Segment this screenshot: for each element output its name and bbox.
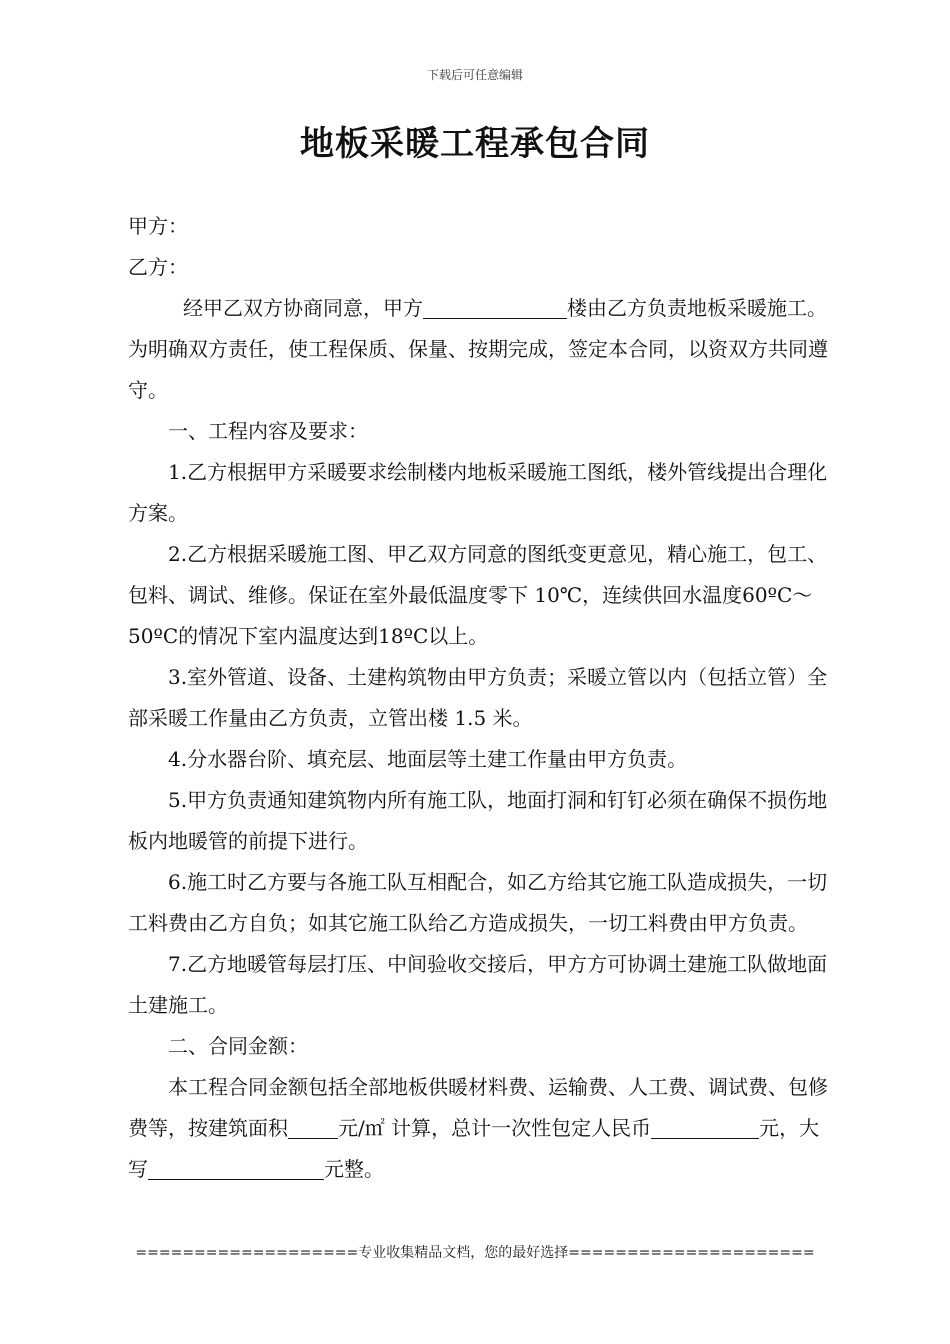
section2-text-2: 元/㎡ 计算，总计一次性包定人民币	[338, 1116, 652, 1140]
section1-item-5: 5.甲方负责通知建筑物内所有施工队，地面打洞和钉钉必须在确保不损伤地板内地暖管的前提下进行。	[128, 788, 828, 853]
section2-text-1: 本工程合同金额包括全部地板供暖材料费、运输费、人工费、调试费、包修费等，按建筑面积	[128, 1075, 828, 1140]
section1-item-6: 6.施工时乙方要与各施工队互相配合，如乙方给其它施工队造成损失，一切工料费由乙方自负；如其它施工队给乙方造成损失，一切工料费由甲方负责。	[128, 870, 828, 935]
section1-item-1: 1.乙方根据甲方采暖要求绘制楼内地板采暖施工图纸，楼外管线提出合理化方案。	[128, 460, 828, 525]
section2-text-3: 元，大写	[128, 1116, 820, 1181]
document-title: 地板采暖工程承包合同	[300, 124, 650, 164]
section1-item-4: 4.分水器台阶、填充层、地面层等土建工作量由甲方负责。	[168, 747, 688, 771]
section1-item-7: 7.乙方地暖管每层打压、中间验收交接后，甲方方可协调土建施工队做地面土建施工。	[128, 952, 828, 1017]
section2-text-4: 元整。	[324, 1157, 384, 1181]
total-amount-blank[interactable]	[651, 1116, 759, 1139]
intro-text-2: 楼由乙方负责地板采暖施工。为明确双方责任，使工程保质、保量、按期完成，签定本合同，以资双方共同遵守。	[128, 296, 828, 402]
section1-item-3: 3.室外管道、设备、土建构筑物由甲方负责；采暖立管以内（包括立管）全部采暖工作量由乙方负责，立管出楼 1.5 米。	[128, 665, 828, 730]
party-b-line: 乙方：	[128, 255, 188, 279]
intro-paragraph	[128, 288, 828, 411]
party-a-line: 甲方：	[128, 214, 188, 238]
intro-text-1: 经甲乙双方协商同意，甲方	[183, 296, 423, 320]
header-note: 下载后可任意编辑	[426, 68, 523, 82]
contract-body	[128, 206, 828, 1190]
building-name-blank[interactable]	[423, 296, 567, 319]
amount-in-words-blank[interactable]	[148, 1157, 324, 1180]
footer-note: ===================专业收集精品文档，您的最好选择=====================	[135, 1245, 815, 1261]
section1-heading: 一、工程内容及要求：	[168, 419, 368, 443]
section2-paragraph	[128, 1067, 828, 1190]
section2-heading: 二、合同金额：	[168, 1034, 308, 1058]
section1-item-2: 2.乙方根据采暖施工图、甲乙双方同意的图纸变更意见，精心施工，包工、包料、调试、维修。保证在室外最低温度零下 10℃，连续供回水温度60ºC～50ºC的情况下室内温度达到18ºC以上。	[128, 542, 828, 648]
unit-price-blank[interactable]	[288, 1116, 338, 1139]
